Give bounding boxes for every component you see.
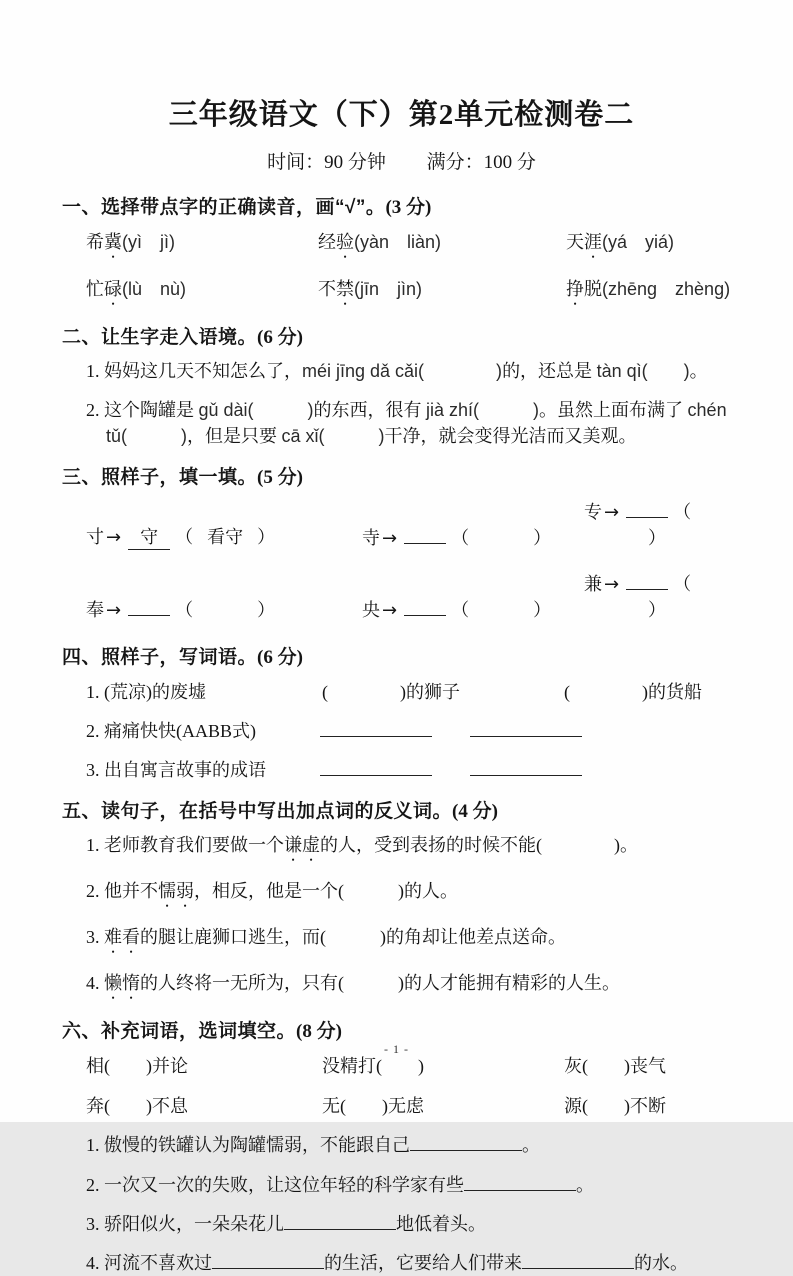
cn-text: 2. 一次又一次的失败，让这位年轻的科学家有些 xyxy=(86,1174,464,1195)
char-build-row xyxy=(86,570,741,622)
pattern-blank: ( )的狮子 xyxy=(322,682,460,703)
cn-text: 2. 这个陶罐是 xyxy=(86,400,199,421)
word-text: 希 xyxy=(86,232,104,252)
cn-text: 的生活，它要给人们带来 xyxy=(324,1252,522,1273)
pinyin-choice-item xyxy=(86,228,318,262)
pattern-blank: ( )的货船 xyxy=(564,682,702,703)
word-complete-item: 源( )不断 xyxy=(564,1096,666,1117)
word-text: 经 xyxy=(318,232,336,252)
time-label: 时间：90 分钟 xyxy=(267,152,386,173)
context-sentence xyxy=(86,397,741,449)
blank-line xyxy=(470,720,582,737)
arrow-icon: → xyxy=(604,502,620,524)
word-text: 脱 xyxy=(584,279,602,299)
pattern-label: 3. 出自寓言故事的成语 xyxy=(86,760,266,781)
blank-line xyxy=(212,1252,324,1269)
fill-blank xyxy=(626,589,668,590)
section-title: 二、让生字走入语境。 xyxy=(62,327,258,348)
blank-line xyxy=(320,759,432,776)
base-char: 央 xyxy=(362,600,380,621)
char-build-item: 兼 → （） xyxy=(584,574,692,621)
dotted-word: 懦弱 xyxy=(158,881,194,902)
section-title: 一、选择带点字的正确读音，画“√”。 xyxy=(62,197,386,218)
cn-text: 3. 骄阳似火，一朵朵花儿 xyxy=(86,1213,284,1234)
base-char: 寺 xyxy=(362,528,380,549)
antonym-sentence xyxy=(86,970,741,1003)
word-text: 不 xyxy=(318,279,336,299)
context-sentence xyxy=(86,358,741,384)
cn-text: 3. xyxy=(86,927,104,948)
dotted-char: 挣 xyxy=(566,279,584,299)
section-score: (4 分) xyxy=(452,801,498,823)
pinyin-choice-item xyxy=(318,228,566,262)
section-score: (8 分) xyxy=(296,1021,342,1043)
section-title: 五、读句子，在括号中写出加点词的反义词。 xyxy=(62,801,453,823)
arrow-icon: → xyxy=(106,527,122,549)
fill-sentence xyxy=(86,1132,741,1158)
cn-text: 地低着头。 xyxy=(396,1213,486,1234)
fill-blank xyxy=(128,523,170,550)
section-title: 三、照样子，填一填。 xyxy=(62,467,258,489)
blank-line xyxy=(410,1134,522,1151)
word-pattern-row xyxy=(86,678,741,704)
page-number: - 1 - xyxy=(384,1042,409,1056)
section-1-heading xyxy=(62,192,741,219)
pinyin-text: (lù nù) xyxy=(122,279,187,299)
arrow-icon: → xyxy=(382,528,398,550)
section-score: (5 分) xyxy=(257,467,303,489)
cn-text: 。 xyxy=(689,361,708,381)
fill-sentence xyxy=(86,1172,741,1198)
full-score-label: 满分：100 分 xyxy=(426,152,536,173)
char-build-item: 央 → （ ） xyxy=(362,600,552,622)
pattern-label: 2. 痛痛快快(AABB式) xyxy=(86,721,256,742)
dotted-char: 验 xyxy=(336,232,354,252)
section-title: 六、补充词语，选词填空。 xyxy=(62,1021,297,1043)
word-complete-item: 无( )无虑 xyxy=(322,1096,424,1117)
cn-text: 的腿让鹿狮口逃生，而( )的角却让他差点送命。 xyxy=(140,927,566,948)
section-score: (3 分) xyxy=(385,197,432,218)
cn-text: ，但是只要 xyxy=(187,426,282,447)
section-5-heading xyxy=(62,796,741,823)
pinyin-choice-row xyxy=(86,275,741,309)
cn-text: 1. 傲慢的铁罐认为陶罐懦弱，不能跟自己 xyxy=(86,1135,410,1156)
base-char: 奉 xyxy=(86,600,104,621)
char-build-item: 寸 → 守 （ 看守 ） xyxy=(86,523,362,550)
pinyin-text: (yì jì) xyxy=(122,232,175,252)
fill-blank xyxy=(626,517,668,518)
cn-text: 4. xyxy=(86,973,104,994)
word-text: 天 xyxy=(566,232,584,252)
cn-text: ，相反，他是一个( )的人。 xyxy=(194,881,458,902)
cn-text: 1. 老师教育我们要做一个 xyxy=(86,835,284,856)
cn-text: 。 xyxy=(576,1174,594,1195)
antonym-sentence xyxy=(86,878,741,911)
char-build-item: 专 → （） xyxy=(584,502,692,549)
char-build-item: 奉 → （ ） xyxy=(86,600,276,622)
fill-blank xyxy=(128,615,170,616)
blank-line xyxy=(470,759,582,776)
pinyin-choice-item xyxy=(318,275,566,309)
cn-text: 。 xyxy=(522,1135,540,1156)
word-pattern-item xyxy=(86,757,741,783)
antonym-sentence xyxy=(86,832,741,865)
pinyin-text: (jīn jìn) xyxy=(354,279,423,299)
pinyin-text: méi jīng dǎ cǎi( ) xyxy=(302,361,503,381)
pinyin-text: jià zhí( ) xyxy=(426,400,540,421)
section-title: 四、照样子，写词语。 xyxy=(62,647,258,669)
section-score: (6 分) xyxy=(257,647,303,669)
base-char: 兼 xyxy=(584,574,602,595)
pinyin-text: chén tǔ( ) xyxy=(106,400,727,447)
dotted-char: 禁 xyxy=(336,279,354,299)
fill-blank xyxy=(404,615,446,616)
word-complete-item: 相( )并论 xyxy=(86,1056,188,1077)
cn-text: 干净，就会变得光洁而又美观。 xyxy=(384,426,637,447)
pinyin-text: (yá yiá) xyxy=(602,232,675,252)
arrow-icon: → xyxy=(382,600,398,622)
cn-text: 的东西，很有 xyxy=(313,400,427,421)
fill-blank xyxy=(404,543,446,544)
char-build-item: 寺 → （ ） xyxy=(362,528,552,550)
pinyin-text: (zhēng zhèng) xyxy=(602,279,731,299)
pinyin-text: (yàn liàn) xyxy=(354,232,442,252)
fill-sentence xyxy=(86,1250,741,1276)
dotted-char: 碌 xyxy=(104,279,122,299)
exam-meta xyxy=(62,147,741,174)
antonym-sentence xyxy=(86,924,741,957)
base-char: 专 xyxy=(584,502,602,523)
fill-char: 守 xyxy=(140,527,159,548)
pinyin-text: gǔ dài( ) xyxy=(198,400,314,421)
arrow-icon: → xyxy=(106,600,122,622)
pinyin-choice-item xyxy=(566,275,741,309)
pattern-example: 1. (荒凉)的废墟 xyxy=(86,682,206,703)
cn-text: 。虽然上面布满了 xyxy=(539,400,688,421)
blank-line xyxy=(522,1252,634,1269)
blank-line xyxy=(464,1174,576,1191)
section-2-heading xyxy=(62,322,741,349)
word-complete-item: 没精打( ) xyxy=(322,1056,424,1077)
cn-text: 2. 他并不 xyxy=(86,881,158,902)
blank-line xyxy=(284,1213,396,1230)
cn-text: 4. 河流不喜欢过 xyxy=(86,1252,212,1273)
pinyin-text: tàn qì( ) xyxy=(596,361,690,381)
pinyin-choice-item xyxy=(566,228,741,262)
dotted-char: 涯 xyxy=(584,232,602,252)
cn-text: 的水。 xyxy=(634,1252,688,1273)
pinyin-text: cā xǐ( ) xyxy=(281,426,385,447)
section-3-heading xyxy=(62,462,741,489)
dotted-word: 难看 xyxy=(104,927,140,948)
word-complete-row xyxy=(86,1092,741,1118)
section-6-heading xyxy=(62,1016,741,1043)
cn-text: 1. 妈妈这几天不知怎么了， xyxy=(86,361,302,381)
cn-text: 的人终将一无所为，只有( )的人才能拥有精彩的人生。 xyxy=(140,973,620,994)
fill-sentence xyxy=(86,1211,741,1237)
cn-text: 的人，受到表扬的时候不能( )。 xyxy=(320,835,638,856)
dotted-char: 冀 xyxy=(104,232,122,252)
word-pattern-item xyxy=(86,718,741,744)
answer-word: 看守 xyxy=(207,527,244,548)
word-text: 忙 xyxy=(86,279,104,299)
pinyin-choice-item xyxy=(86,275,318,309)
dotted-word: 懒惰 xyxy=(104,973,140,994)
exam-title: 三年级语文（下）第2单元检测卷二 xyxy=(168,99,635,131)
section-4-heading xyxy=(62,642,741,669)
char-build-row xyxy=(86,498,741,550)
cn-text: 的，还总是 xyxy=(502,361,597,381)
word-complete-item: 奔( )不息 xyxy=(86,1096,188,1117)
section-score: (6 分) xyxy=(257,327,303,348)
blank-line xyxy=(320,720,432,737)
pinyin-choice-row xyxy=(86,228,741,262)
word-complete-item: 灰( )丧气 xyxy=(564,1056,666,1077)
base-char: 寸 xyxy=(86,527,104,548)
arrow-icon: → xyxy=(604,574,620,596)
dotted-word: 谦虚 xyxy=(284,835,320,856)
